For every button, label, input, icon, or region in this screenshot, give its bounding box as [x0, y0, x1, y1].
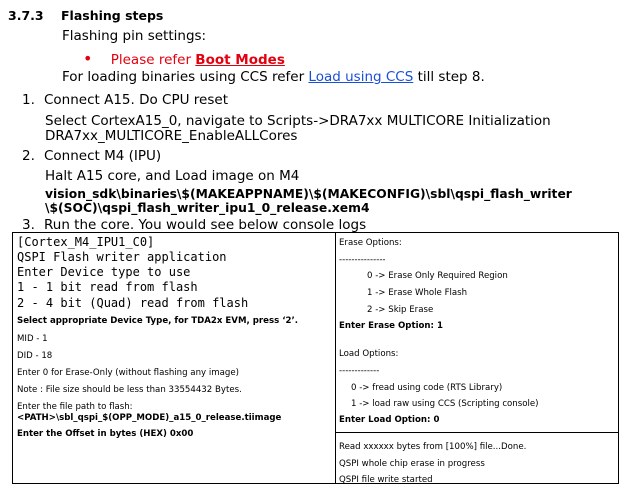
- console-erase-only: Enter 0 for Erase-Only (without flashing any image): [17, 368, 239, 378]
- section-title: Flashing steps: [61, 8, 164, 23]
- erase-option-1: 1 -> Erase Whole Flash: [367, 288, 468, 298]
- load-option-entered: Enter Load Option: 0: [339, 415, 440, 425]
- load-option-1: 1 -> load raw using CCS (Scripting console): [351, 399, 539, 409]
- image-path-line-2: \$(SOC)\qspi_flash_writer_ipu1_0_release.xem4: [45, 201, 370, 215]
- console-offset: Enter the Offset in bytes (HEX) 0x00: [17, 429, 194, 439]
- step-number: 1.: [22, 92, 35, 108]
- pin-settings-text: Flashing pin settings:: [62, 28, 207, 44]
- erase-option-0: 0 -> Erase Only Required Region: [367, 271, 508, 281]
- ccs-suffix: till step 8.: [413, 69, 485, 85]
- console-core-label: [Cortex_M4_IPU1_C0]: [17, 235, 155, 249]
- step-3: [22, 217, 366, 233]
- console-app-name: QSPI Flash writer application: [17, 250, 227, 264]
- image-path-line-1: vision_sdk\binaries\$(MAKEAPPNAME)\$(MAKECONFIG)\sbl\qspi_flash_writer: [45, 187, 572, 201]
- step-1-detail-line-1: Select CortexA15_0, navigate to Scripts->DRA7xx MULTICORE Initialization: [45, 113, 551, 129]
- section-number: 3.7.3: [8, 8, 44, 23]
- write-started-message: QSPI file write started: [339, 475, 433, 485]
- console-right-panel: [336, 233, 619, 484]
- load-option-0: 0 -> fread using code (RTS Library): [351, 383, 503, 393]
- console-device-prompt: Enter Device type to use: [17, 265, 191, 279]
- erase-options-separator: ---------------: [339, 255, 386, 265]
- load-options-title: Load Options:: [339, 349, 399, 359]
- bullet-icon: •: [83, 49, 93, 68]
- bullet-text: Please refer: [110, 52, 196, 68]
- load-options-separator: -------------: [339, 366, 380, 376]
- ccs-prefix: For loading binaries using CCS refer: [62, 69, 309, 85]
- erase-progress-message: QSPI whole chip erase in progress: [339, 459, 485, 469]
- console-left-panel: [13, 233, 336, 484]
- console-did: DID - 18: [17, 351, 53, 361]
- erase-options-title: Erase Options:: [339, 238, 402, 248]
- ccs-instructions: [62, 69, 485, 85]
- step-1-detail-line-2: DRA7xx_MULTICORE_EnableALLCores: [45, 128, 298, 144]
- console-option-4bit: 2 - 4 bit (Quad) read from flash: [17, 296, 249, 310]
- console-note: Note : File size should be less than 33554432 Bytes.: [17, 385, 242, 395]
- console-log-table: [12, 232, 619, 484]
- boot-modes-link[interactable]: Boot Modes: [195, 52, 285, 68]
- console-option-1bit: 1 - 1 bit read from flash: [17, 280, 198, 294]
- read-progress-message: Read xxxxxx bytes from [100%] file...Done.: [339, 442, 527, 452]
- step-title: Connect M4 (IPU): [44, 148, 162, 164]
- step-number: 3.: [22, 217, 35, 233]
- step-title: Run the core. You would see below console logs: [44, 217, 367, 233]
- boot-modes-bullet: [83, 49, 285, 68]
- console-path-value: <PATH>\sbl_qspi_$(OPP_MODE)_a15_0_release.tiimage: [17, 413, 282, 423]
- console-mid: MID - 1: [17, 334, 48, 344]
- right-panel-divider: [336, 432, 618, 433]
- step-2-detail: Halt A15 core, and Load image on M4: [45, 168, 300, 184]
- erase-option-entered: Enter Erase Option: 1: [339, 321, 443, 331]
- console-enter-path: Enter the file path to flash:: [17, 402, 133, 412]
- erase-option-2: 2 -> Skip Erase: [367, 305, 434, 315]
- step-2: [22, 148, 161, 164]
- step-title: Connect A15. Do CPU reset: [44, 92, 228, 108]
- step-1: [22, 92, 228, 108]
- console-select-device: Select appropriate Device Type, for TDA2x EVM, press ‘2’.: [17, 316, 298, 326]
- step-number: 2.: [22, 148, 35, 164]
- section-heading: [8, 8, 163, 23]
- load-using-ccs-link[interactable]: Load using CCS: [308, 69, 414, 85]
